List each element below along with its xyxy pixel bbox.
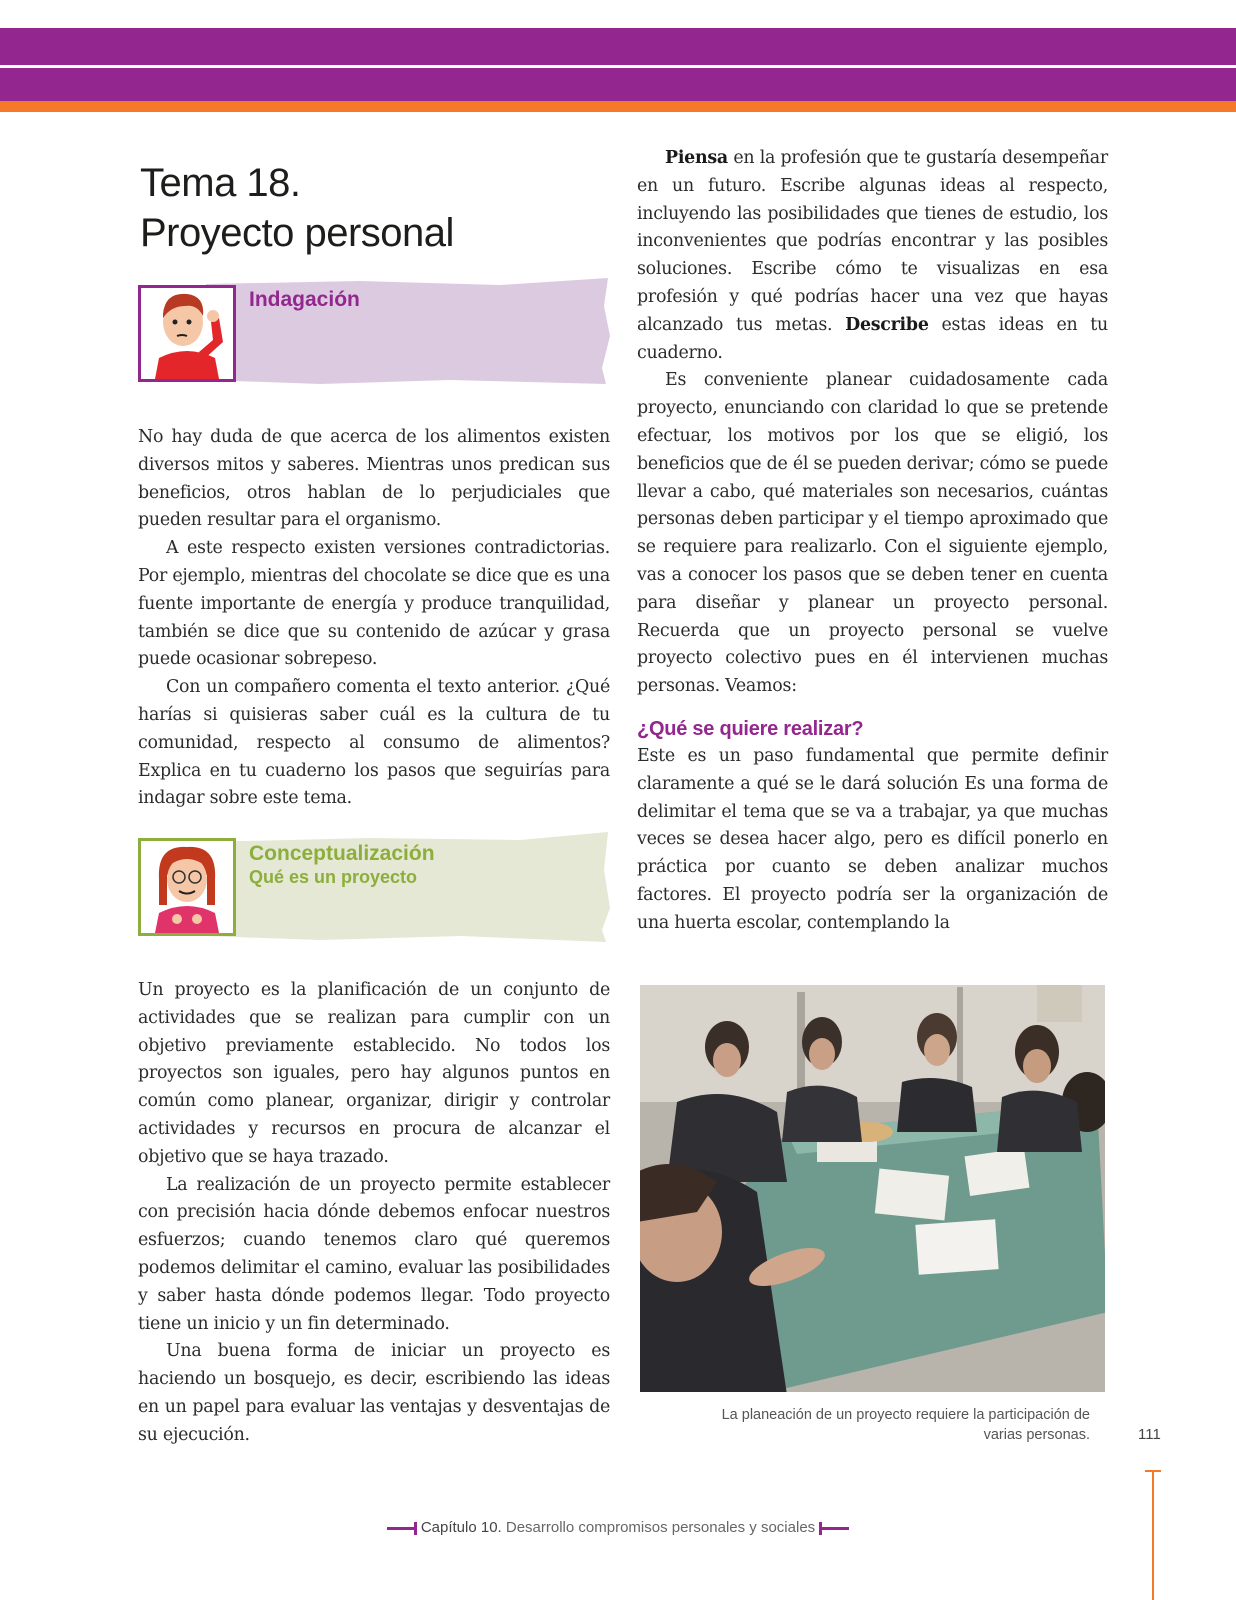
header-accent-stripe (0, 101, 1236, 112)
header-band-bottom (0, 68, 1236, 101)
paragraph: Un proyecto es la planificación de un conjunto de actividades que se realizan para cumplir con un objetivo previamente establecido. No todos los proyectos son iguales, pero hay algunos puntos en común como planear, organizar, dirigir y controlar actividades y recursos en procura de alcanzar el objetivo que se haya trazado. (138, 980, 610, 1167)
bold-term: Describe (845, 314, 929, 335)
text-run: en la profesión que te gustaría desempeñar en un futuro. Escribe algunas ideas al respecto, incluyendo las posibilidades que tienes de estudio, los inconvenientes que podrías encontrar y las posibles soluciones. Escribe cómo te visualizas en esa profesión y qué podrías hacer una vez que hayas alcanzado tus metas. (637, 148, 1108, 335)
indagacion-text (138, 424, 610, 813)
paragraph: A este respecto existen versiones contradictorias. Por ejemplo, mientras del chocolate se dice que es una fuente importante de energía y produce tranquilidad, también se dice que su contenido de azúcar y grasa puede ocasionar sobrepeso. (138, 538, 610, 670)
footer-ornament-right (819, 1527, 849, 1530)
right-column-text (637, 145, 1108, 938)
paragraph: Es conveniente planear cuidadosamente cada proyecto, enunciando con claridad lo que se pretende efectuar, los motivos por los que se eligió, los beneficios que de él se pueden derivar; cómo se puede llevar a cabo, qué materiales son necesarios, cuántas personas deben participar y el tiempo aproximado que se requiere para realizarlo. Con el siguiente ejemplo, vas a conocer los pasos que se deben tener en cuenta para diseñar y planear un proyecto personal. Recuerda que un proyecto personal se vuelve proyecto colectivo pues en él intervienen muchas personas. Veamos: (637, 370, 1108, 697)
conceptualizacion-label: Conceptualización (249, 842, 435, 865)
section-subheading: ¿Qué se quiere realizar? (637, 717, 864, 740)
girl-with-glasses-icon (141, 841, 233, 933)
title-line-1: Tema 18. (140, 161, 301, 205)
paragraph (637, 145, 1108, 367)
footer-ornament-left (387, 1527, 417, 1530)
conceptualizacion-avatar-frame (138, 838, 236, 936)
paragraph: No hay duda de que acerca de los alimentos existen diversos mitos y saberes. Mientras unos predican sus beneficios, otros hablan de lo perjudiciales que pueden resultar para el organismo. (138, 427, 610, 531)
text-run: estas ideas en tu cuaderno. (637, 314, 1108, 363)
paragraph: La realización de un proyecto permite establecer con precisión hacia dónde debemos enfocar nuestros esfuerzos; cuando tenemos claro qué queremos podemos delimitar el camino, evaluar las posibilidades y saber hasta dónde podemos llegar. Todo proyecto tiene un inicio y un fin determinado. (138, 1174, 610, 1334)
page-number: 111 (1138, 1426, 1161, 1443)
conceptualizacion-text (138, 977, 610, 1450)
footer-chapter-title: Desarrollo compromisos personales y sociales (501, 1519, 816, 1536)
title-line-2: Proyecto personal (140, 211, 454, 255)
indagacion-avatar-frame (138, 285, 236, 382)
thinking-boy-icon (141, 288, 233, 379)
photo-caption: La planeación de un proyecto requiere la participación de varias personas. (721, 1407, 1090, 1443)
page-title (140, 158, 454, 258)
indagacion-label: Indagación (249, 288, 360, 311)
conceptualizacion-sublabel: Qué es un proyecto (249, 867, 418, 887)
paragraph: Una buena forma de iniciar un proyecto es haciendo un bosquejo, es decir, escribiendo las ideas en un papel para evaluar las ventajas y desventajas de su ejecución. (138, 1341, 610, 1445)
meeting-photo-image (637, 982, 1108, 1395)
header-band-top (0, 28, 1236, 65)
paragraph: Con un compañero comenta el texto anterior. ¿Qué harías si quisieras saber cuál es la cultura de tu comunidad, respecto al consumo de alimentos? Explica en tu cuaderno los pasos que seguirías para indagar sobre este tema. (138, 677, 610, 809)
chapter-footer (0, 1519, 1236, 1536)
meeting-photo (637, 982, 1108, 1395)
bold-term: Piensa (665, 148, 728, 168)
paragraph: Este es un paso fundamental que permite definir claramente a qué se le dará solución Es una forma de delimitar el tema que se va a trabajar, ya que muchas veces se desea hacer algo, pero es difícil ponerlo en práctica por cuanto se deben analizar muchos factores. El proyecto podría ser la organización de una huerta escolar, contemplando la (637, 745, 1108, 933)
footer-chapter-label: Capítulo 10. (420, 1519, 502, 1536)
